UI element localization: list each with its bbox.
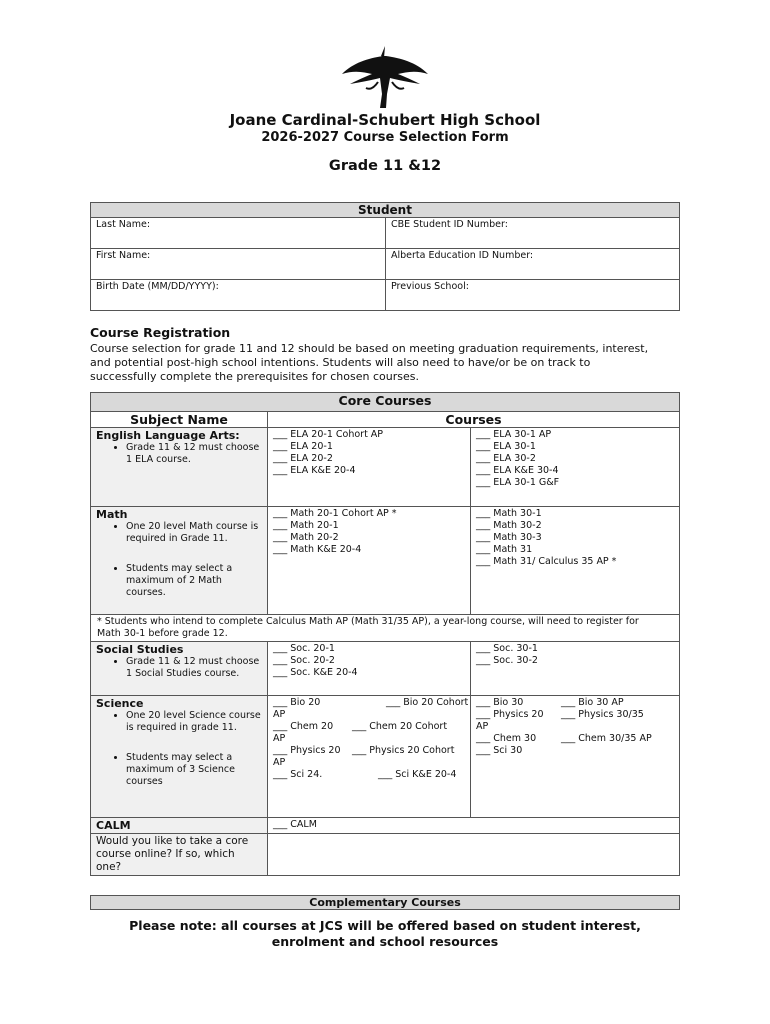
registration-title: Course Registration bbox=[90, 325, 231, 340]
course-option[interactable]: ___ Bio 30 AP bbox=[561, 697, 624, 708]
complementary-table bbox=[90, 895, 680, 910]
ap-label: AP bbox=[476, 721, 489, 732]
course-option[interactable]: ___ Math 20-1 bbox=[273, 520, 339, 531]
footer-note-2: enrolment and school resources bbox=[271, 934, 499, 949]
math-name: Math bbox=[96, 508, 128, 521]
course-option[interactable]: ___ Sci 30 bbox=[476, 745, 523, 756]
course-option[interactable]: ___ Soc. K&E 20-4 bbox=[273, 667, 358, 678]
courses-header: Courses bbox=[268, 412, 680, 428]
social-right-courses bbox=[471, 642, 680, 696]
course-option[interactable]: ___ ELA 20-1 Cohort AP bbox=[273, 429, 384, 440]
course-option[interactable]: ___ Math 20-1 Cohort AP * bbox=[273, 508, 397, 519]
science-subject bbox=[91, 696, 268, 818]
course-option[interactable]: ___ CALM bbox=[268, 818, 680, 834]
footer-note-1: Please note: all courses at JCS will be offered based on student interest, bbox=[129, 918, 641, 933]
form-title: 2026-2027 Course Selection Form bbox=[261, 130, 509, 145]
science-bullet-1: • One 20 level Science course is required in grade 11. bbox=[126, 710, 262, 734]
cbe-id-field[interactable]: CBE Student ID Number: bbox=[386, 218, 680, 249]
course-option[interactable]: ___ Physics 20 Cohort bbox=[352, 745, 455, 756]
ela-left-courses bbox=[268, 428, 471, 507]
course-option[interactable]: ___ Math 30-3 bbox=[476, 532, 542, 543]
course-option[interactable]: ___ Physics 20 bbox=[273, 745, 341, 756]
math-subject bbox=[91, 507, 268, 615]
ela-right-courses bbox=[471, 428, 680, 507]
course-option[interactable]: ___ Math 31/ Calculus 35 AP * bbox=[476, 556, 617, 567]
cardinal-logo-icon bbox=[340, 44, 430, 110]
course-option[interactable]: ___ Bio 20 Cohort bbox=[386, 697, 469, 708]
math-left-courses bbox=[268, 507, 471, 615]
course-option[interactable]: ___ Bio 30 bbox=[476, 697, 524, 708]
complementary-header: Complementary Courses bbox=[91, 896, 680, 910]
calm-subject: CALM bbox=[91, 818, 268, 834]
course-option[interactable]: ___ ELA 30-1 G&F bbox=[476, 477, 560, 488]
course-option[interactable]: ___ Physics 20 bbox=[476, 709, 544, 720]
ap-label: AP bbox=[273, 709, 286, 720]
science-name: Science bbox=[96, 697, 144, 710]
social-name: Social Studies bbox=[96, 643, 184, 656]
course-option[interactable]: ___ Sci 24. bbox=[273, 769, 323, 780]
course-option[interactable]: ___ Chem 20 bbox=[273, 721, 334, 732]
previous-school-field[interactable]: Previous School: bbox=[386, 280, 680, 311]
course-option[interactable]: ___ Math 30-2 bbox=[476, 520, 542, 531]
science-right-courses bbox=[471, 696, 680, 818]
student-header: Student bbox=[91, 203, 680, 218]
course-option[interactable]: ___ ELA 20-1 bbox=[273, 441, 333, 452]
ab-id-field[interactable]: Alberta Education ID Number: bbox=[386, 249, 680, 280]
math-note-2: Math 30-1 before grade 12. bbox=[97, 628, 228, 639]
course-option[interactable]: ___ Math K&E 20-4 bbox=[273, 544, 362, 555]
course-option[interactable]: ___ Soc. 30-2 bbox=[476, 655, 538, 666]
school-name: Joane Cardinal-Schubert High School bbox=[229, 111, 541, 129]
course-option[interactable]: ___ ELA 20-2 bbox=[273, 453, 333, 464]
last-name-field[interactable]: Last Name: bbox=[91, 218, 386, 249]
course-option[interactable]: ___ Math 31 bbox=[476, 544, 533, 555]
course-option[interactable]: ___ Soc. 20-1 bbox=[273, 643, 335, 654]
course-option[interactable]: ___ ELA K&E 30-4 bbox=[476, 465, 559, 476]
course-option[interactable]: ___ Chem 30 bbox=[476, 733, 537, 744]
registration-text-1: Course selection for grade 11 and 12 should be based on meeting graduation requirements, interest, bbox=[90, 342, 649, 355]
course-option[interactable]: ___ Soc. 30-1 bbox=[476, 643, 538, 654]
course-option[interactable]: ___ Chem 30/35 AP bbox=[561, 733, 652, 744]
math-note bbox=[91, 615, 680, 642]
core-courses-table bbox=[90, 392, 680, 876]
math-bullet-1: • One 20 level Math course is required in Grade 11. bbox=[126, 521, 262, 545]
birth-date-field[interactable]: Birth Date (MM/DD/YYYY): bbox=[91, 280, 386, 311]
course-option[interactable]: ___ Chem 20 Cohort bbox=[352, 721, 448, 732]
course-option[interactable]: ___ ELA K&E 20-4 bbox=[273, 465, 356, 476]
math-note-1: * Students who intend to complete Calculus Math AP (Math 31/35 AP), a year-long course, will need to register for bbox=[97, 616, 639, 627]
first-name-field[interactable]: First Name: bbox=[91, 249, 386, 280]
ap-label: AP bbox=[273, 733, 286, 744]
registration-text-3: successfully complete the prerequisites for chosen courses. bbox=[90, 370, 419, 383]
ela-bullet: • Grade 11 & 12 must choose 1 ELA course. bbox=[126, 442, 262, 466]
ap-label: AP bbox=[273, 757, 286, 768]
online-answer-field[interactable] bbox=[268, 834, 680, 876]
course-option[interactable]: ___ Soc. 20-2 bbox=[273, 655, 335, 666]
science-bullet-2: • Students may select a maximum of 3 Science courses bbox=[126, 752, 262, 788]
course-option[interactable]: ___ Bio 20 bbox=[273, 697, 321, 708]
registration-text-2: and potential post-high school intentions. Students will also need to have/or be on track to bbox=[90, 356, 591, 369]
core-header: Core Courses bbox=[91, 393, 680, 412]
course-option[interactable]: ___ Physics 30/35 bbox=[561, 709, 644, 720]
subject-name-header: Subject Name bbox=[91, 412, 268, 428]
math-bullet-2: • Students may select a maximum of 2 Math courses. bbox=[126, 563, 262, 599]
science-left-courses bbox=[268, 696, 471, 818]
course-option[interactable]: ___ ELA 30-1 bbox=[476, 441, 536, 452]
social-subject bbox=[91, 642, 268, 696]
course-option[interactable]: ___ ELA 30-1 AP bbox=[476, 429, 552, 440]
grade-title: Grade 11 &12 bbox=[328, 158, 442, 174]
ela-name: English Language Arts: bbox=[96, 429, 240, 442]
social-left-courses bbox=[268, 642, 471, 696]
ela-subject bbox=[91, 428, 268, 507]
course-option[interactable]: ___ ELA 30-2 bbox=[476, 453, 536, 464]
social-bullet: • Grade 11 & 12 must choose 1 Social Studies course. bbox=[126, 656, 262, 680]
course-option[interactable]: ___ Sci K&E 20-4 bbox=[378, 769, 457, 780]
course-option[interactable]: ___ Math 20-2 bbox=[273, 532, 339, 543]
course-option[interactable]: ___ Math 30-1 bbox=[476, 508, 542, 519]
student-table bbox=[90, 202, 680, 311]
online-question: Would you like to take a core course online? If so, which one? bbox=[91, 834, 268, 876]
math-right-courses bbox=[471, 507, 680, 615]
